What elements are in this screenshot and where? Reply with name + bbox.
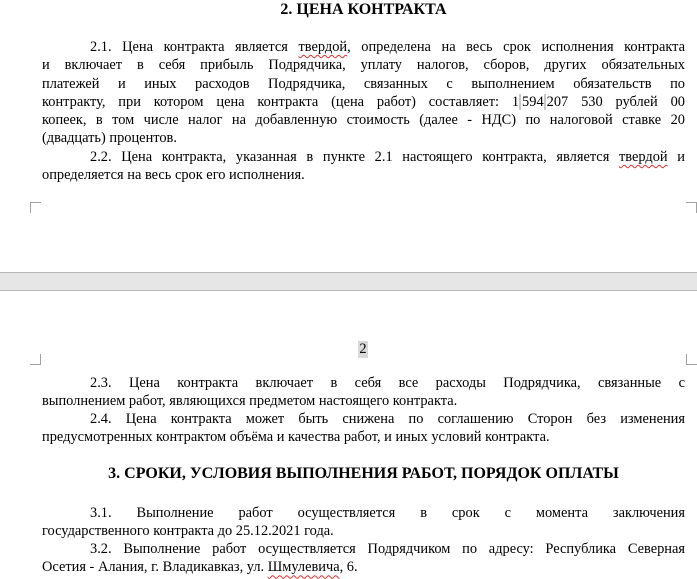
paragraph-line: 3.2. Выполнение работ осуществляется Подрядчиком по адресу: Республика Северная	[90, 541, 685, 557]
margin-corner-mark	[686, 202, 697, 213]
paragraph-3-1	[42, 504, 685, 541]
paragraph-line: Осетия - Алания, г. Владикавказ, ул. Шмулевича, 6.	[42, 559, 358, 576]
revision-mark: 207 530 рублей 00	[544, 94, 685, 110]
paragraph-3-2	[42, 540, 685, 577]
paragraph-line: 2.1. Цена контракта является твердой, определена на весь срок исполнения контракта	[90, 39, 685, 55]
paragraph-2-4	[42, 410, 685, 447]
paragraph-line: определяется на весь срок его исполнения.	[42, 167, 305, 184]
spellcheck-word[interactable]: Шмулевича	[267, 559, 340, 576]
paragraph-line: государственного контракта до 25.12.2021 года.	[42, 523, 334, 540]
paragraph-line: 2.3. Цена контракта включает в себя все расходы Подрядчика, связанные с	[90, 375, 685, 391]
paragraph-line: 3.1. Выполнение работ осуществляется в срок с момента заключения	[90, 505, 685, 521]
paragraph-line: 2.4. Цена контракта может быть снижена по соглашению Сторон без изменения	[90, 411, 685, 427]
paragraph-2-2	[42, 148, 685, 185]
paragraph-2-3	[42, 374, 685, 411]
margin-corner-mark	[686, 354, 697, 365]
spellcheck-word[interactable]: твердой	[618, 149, 668, 165]
paragraph-line: контракту, при котором цена контракта (цена работ) составляет: 1 594 207 530 рублей 00	[42, 93, 685, 110]
paragraph-2-1	[42, 38, 685, 148]
paragraph-line: (двадцать) процентов.	[42, 130, 177, 147]
document-page-2	[0, 291, 697, 579]
margin-corner-mark	[30, 354, 41, 365]
page-number[interactable]: 2	[359, 341, 367, 357]
paragraph-line: и включает в себя прибыль Подрядчика, уплату налогов, сборов, других обязательных	[42, 57, 685, 74]
paragraph-line: копеек, в том числе налог на добавленную стоимость (далее - НДС) по налоговой ставке 20	[42, 112, 685, 129]
paragraph-line: 2.2. Цена контракта, указанная в пункте 2.1 настоящего контракта, является твердой и	[90, 149, 685, 165]
section-3-heading: 3. СРОКИ, УСЛОВИЯ ВЫПОЛНЕНИЯ РАБОТ, ПОРЯДОК ОПЛАТЫ	[108, 465, 619, 482]
revision-mark: 594	[519, 94, 544, 110]
paragraph-line: предусмотренных контрактом объёма и качества работ, и иных условий контракта.	[42, 429, 550, 446]
margin-corner-mark	[30, 202, 41, 213]
paragraph-line: выполнением работ, являющихся предметом настоящего контракта.	[42, 393, 458, 410]
page-break-gap	[0, 272, 697, 291]
section-2-heading: 2. ЦЕНА КОНТРАКТА	[280, 1, 447, 18]
spellcheck-word[interactable]: твердой	[298, 39, 348, 55]
document-page-1	[0, 0, 697, 272]
paragraph-line: платежей и иных расходов Подрядчика, связанных с выполнением обязательств по	[42, 75, 685, 92]
